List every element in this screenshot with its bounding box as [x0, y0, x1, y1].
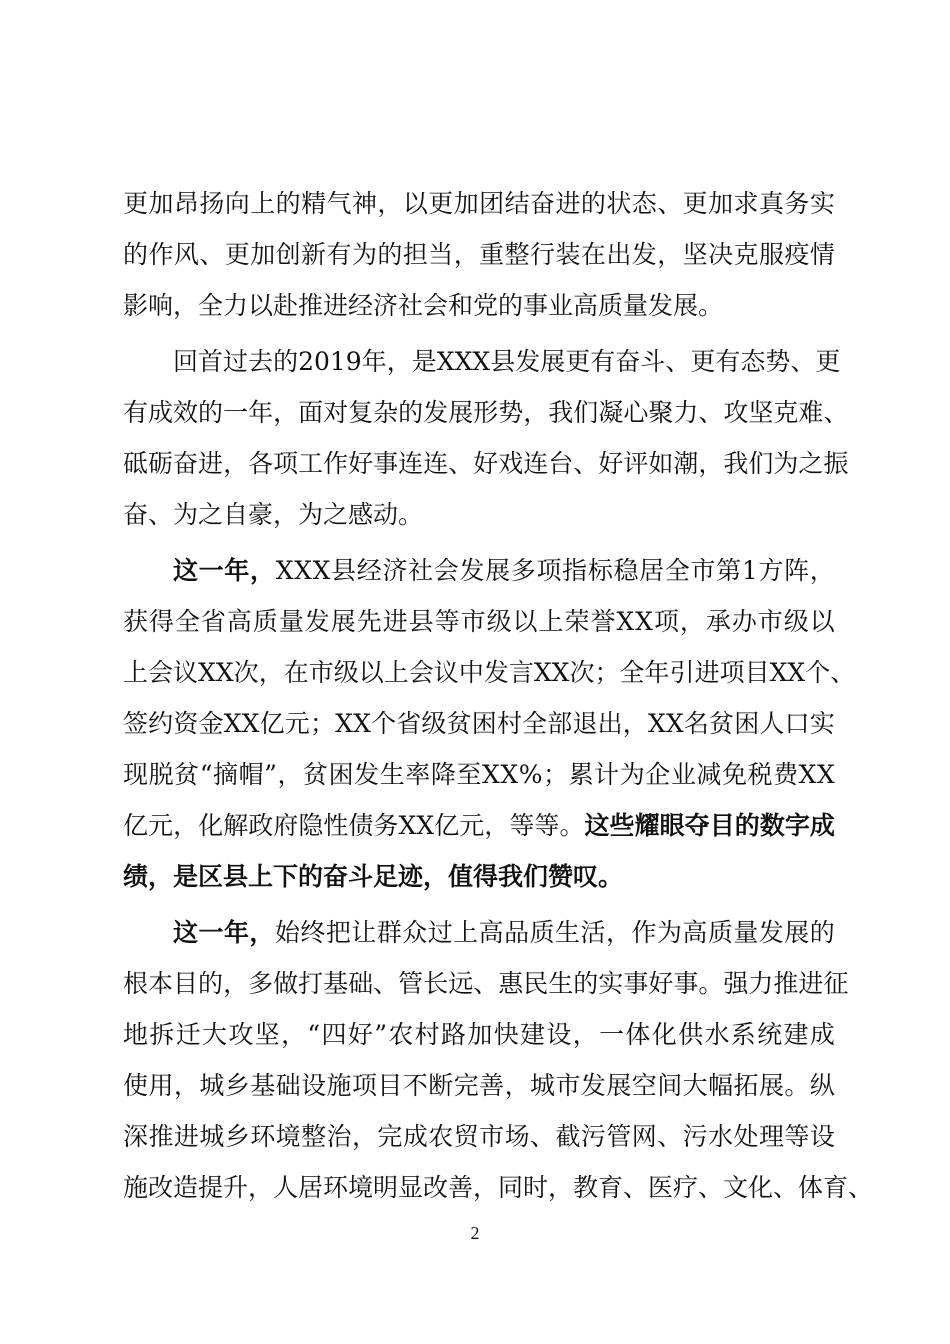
text-line: 签 约 资 金 X X 亿 元 ； X X 个 省 级 贫 困 村 全 部 退 出 ， X X 名 贫 困 人 口 实 — [123, 709, 835, 738]
text-line: 更 加 昂 扬 向 上 的 精 气 神 ， 以 更 加 团 结 奋 进 的 状 态 、 更 加 求 真 务 实 — [123, 189, 835, 218]
text-line: 的 作 风 、 更 加 创 新 有 为 的 担 当 ， 重 整 行 装 在 出 发 ， 坚 决 克 服 疫 情 — [123, 240, 835, 269]
text-line: 现 脱 贫 “ 摘 帽 ” ， 贫 困 发 生 率 降 至 X X % ； 累 计 为 企 业 减 免 税 费 X X — [123, 760, 835, 789]
paragraph — [123, 545, 856, 902]
paragraph — [123, 907, 874, 1213]
text-line: 亿 元 ， 化 解 政 府 隐 性 债 务 X X 亿 元 ， 等 等 。 这 些 耀 眼 夺 目 的 数 字 成 — [123, 811, 835, 840]
text-line: 使 用 ， 城 乡 基 础 设 施 项 目 不 断 完 善 ， 城 市 发 展 空 间 大 幅 拓 展 。 纵 — [123, 1071, 835, 1100]
text-line: 有 成 效 的 一 年 ， 面 对 复 杂 的 发 展 形 势 ， 我 们 凝 心 聚 力 、 攻 坚 克 难 、 — [123, 398, 849, 427]
text-line: 奋、为之自豪，为之感动。 — [123, 500, 424, 529]
text-line: 施改造提升，人居环境明显改善，同时，教育、医疗、文化、体育、 — [123, 1173, 874, 1202]
text-line: 深 推 进 城 乡 环 境 整 治 ， 完 成 农 贸 市 场 、 截 污 管 网 、 污 水 处 理 等 设 — [123, 1122, 835, 1151]
body-text — [123, 178, 874, 1213]
paragraph — [123, 336, 849, 540]
paragraph — [123, 178, 835, 331]
text-line: 获 得 全 省 高 质 量 发 展 先 进 县 等 市 级 以 上 荣 誉 X X 项 ， 承 办 市 级 以 — [123, 607, 835, 636]
page-number: 2 — [470, 1223, 480, 1243]
text-line: 地 拆 迁 大 攻 坚 ， “ 四 好 ” 农 村 路 加 快 建 设 ， 一 体 化 供 水 系 统 建 成 — [123, 1020, 835, 1049]
text-line: 绩，是区县上下的奋斗足迹，值得我们赞叹。 — [123, 862, 624, 891]
text-line: 这 一 年 ， 始 终 把 让 群 众 过 上 高 品 质 生 活 ， 作 为 高 质 量 发 展 的 — [173, 918, 835, 947]
text-line: 根 本 目 的 ， 多 做 打 基 础 、 管 长 远 、 惠 民 生 的 实 事 好 事 。 强 力 推 进 征 — [123, 969, 849, 998]
text-line: 这 一 年 ， X X X 县 经 济 社 会 发 展 多 项 指 标 稳 居 全 市 第 1 方 阵 ， — [173, 556, 835, 585]
text-line: 上 会 议 X X 次 ， 在 市 级 以 上 会 议 中 发 言 X X 次 ； 全 年 引 进 项 目 X X 个 、 — [123, 658, 856, 687]
text-line: 砥 砺 奋 进 ， 各 项 工 作 好 事 连 连 、 好 戏 连 台 、 好 评 如 潮 ， 我 们 为 之 振 — [123, 449, 849, 478]
text-line: 回 首 过 去 的 2 0 1 9 年 ， 是 X X X 县 发 展 更 有 奋 斗 、 更 有 态 势 、 更 — [173, 347, 841, 376]
text-line: 影响，全力以赴推进经济社会和党的事业高质量发展。 — [123, 291, 724, 320]
